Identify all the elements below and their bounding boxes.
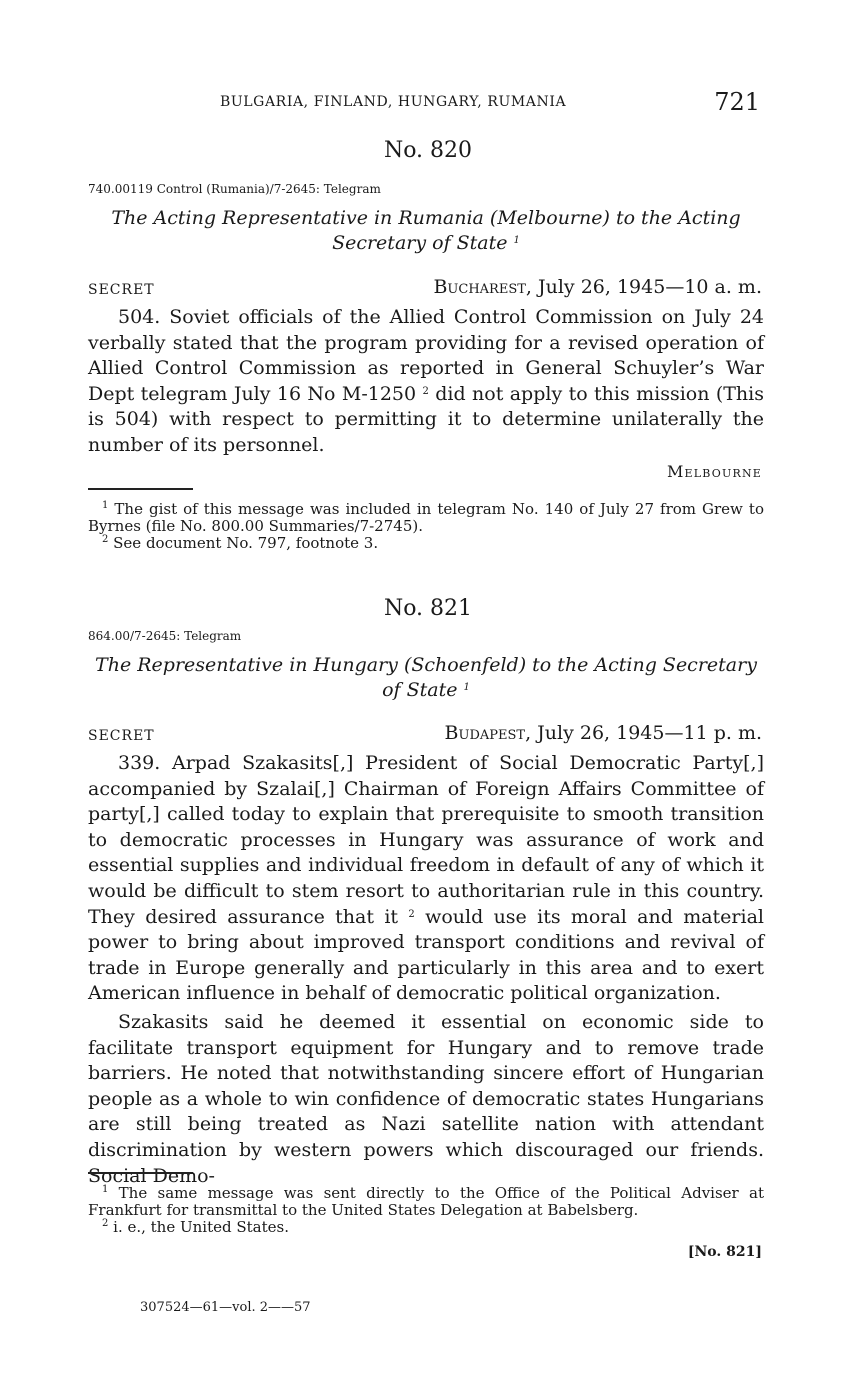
- dateline-date: , July 26, 1945—11 p. m.: [525, 722, 762, 744]
- footnote-mark: 2: [408, 908, 415, 920]
- document-title: [88, 206, 764, 256]
- title-line: Secretary of State $^1$: [332, 232, 520, 254]
- running-head: BULGARIA, FINLAND, HUNGARY, RUMANIA: [220, 94, 567, 110]
- continuation-reference: [No. 821]: [687, 1244, 762, 1260]
- paragraph: 339. Arpad Szakasits[,] President of Social Democratic Party[,] accompanied by Szalai[,] Chairman of Foreign Affairs Committee of party[,] called today to explain that prerequisite to smooth transition to democratic processes in Hungary was assurance of work and essential supplies and individual freedom in default of any of which it would be difficult to stem resort to authoritarian rule in this country. They desired assurance that it $^2$ would use its moral and material power to bring about improved transport conditions and revival of trade in Europe generally and particularly in this area and to exert American influence in behalf of democratic political organization.: [88, 752, 764, 1005]
- document-number-821: No. 821: [383, 596, 473, 621]
- dateline: [445, 722, 762, 744]
- file-reference: 740.00119 Control (Rumania)/7-2645: Telegram: [88, 182, 381, 196]
- footnotes: [88, 501, 764, 552]
- footnote: $^2$ See document No. 797, footnote 3.: [102, 534, 379, 552]
- print-code: 307524—61—vol. 2——57: [140, 1300, 311, 1315]
- title-line: of State $^1$: [382, 679, 470, 701]
- page-number: 721: [714, 88, 760, 116]
- message-body: [88, 751, 764, 1189]
- message-body: [88, 305, 764, 459]
- footnote: $^1$ The same message was sent directly to the Office of the Political Adviser at Frankfurt for transmittal to the United States Delegation at Babelsberg.: [88, 1184, 764, 1219]
- classification-label: SECRET: [88, 282, 155, 298]
- dateline-date: , July 26, 1945—10 a. m.: [525, 276, 762, 298]
- document-number-820: No. 820: [383, 138, 473, 163]
- footnote-divider: [88, 1172, 193, 1174]
- footnote-mark: 1: [513, 235, 520, 246]
- dateline: [433, 276, 762, 298]
- footnote-mark: 1: [463, 682, 470, 693]
- dateline-place: Bucharest: [433, 276, 526, 298]
- dateline-place: Budapest: [444, 722, 526, 744]
- title-line: The Acting Representative in Rumania (Melbourne) to the Acting: [111, 207, 741, 229]
- paragraph: 504. Soviet officials of the Allied Control Commission on July 24 verbally stated that the program providing for a revised operation of Allied Control Commission as reported in General Schuyler’s War Dept telegram July 16 No M-1250 $^2$ did not apply to this mission (This is 504) with respect to permitting it to determine unilaterally the number of its personnel.: [88, 306, 764, 456]
- file-reference: 864.00/7-2645: Telegram: [88, 629, 242, 643]
- title-line: The Representative in Hungary (Schoenfeld) to the Acting Secretary: [95, 654, 757, 676]
- paragraph: Szakasits said he deemed it essential on economic side to facilitate transport equipment for Hungary and to remove trade barriers. He noted that notwithstanding sincere effort of Hungarian people as a whole to win confidence of democratic states Hungarians are still being treated as Nazi satellite nation with attendant discrimination by western powers which discouraged our friends. Social Demo-: [88, 1010, 764, 1187]
- classification-label: SECRET: [88, 728, 155, 744]
- signature: Melbourne: [666, 462, 762, 481]
- footnote-divider: [88, 488, 193, 490]
- footnote: $^1$ The gist of this message was included in telegram No. 140 of July 27 from Grew to Byrnes (file No. 800.00 Summaries/7-2745).: [88, 500, 764, 535]
- document-title: [88, 653, 764, 703]
- footnote: $^2$ i. e., the United States.: [102, 1218, 289, 1236]
- footnote-mark: 2: [422, 385, 429, 397]
- footnotes: [88, 1185, 764, 1236]
